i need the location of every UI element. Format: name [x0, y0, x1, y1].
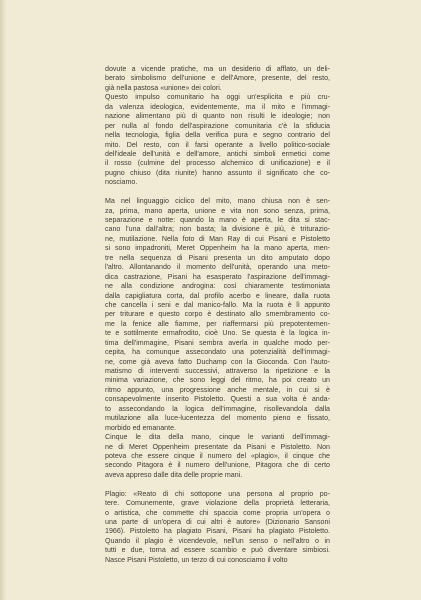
- text-line: berato simbolismo dell'unione e dell'Amore, presente, del resto,: [105, 74, 330, 83]
- paragraph: [105, 197, 330, 433]
- paragraph-gap: [105, 480, 330, 489]
- text-line: Ma nel linguaggio ciclico del mito, mano chiusa non è sen-: [105, 197, 330, 206]
- page-spine-shadow: [0, 0, 6, 600]
- text-line: cepita, ha comunque assecondato una potenzialità dell'immagi-: [105, 348, 330, 357]
- text-line: tima dell'immagine, Pisani sembra averla in qualche modo per-: [105, 338, 330, 347]
- text-line: dica castrazione, Pisani ha esasperato l'aspirazione dell'immagi-: [105, 272, 330, 281]
- paragraph: [105, 433, 330, 480]
- paragraph: [105, 93, 330, 187]
- text-line: Nasce Pisani Pistoletto, un terzo di cui conosciamo il volto: [105, 555, 288, 564]
- text-line: separazione e notte: quando la mano è aperta, le dita si stac-: [105, 216, 330, 224]
- text-line: to assecondando la logica dell'immagine, risollevandola dalla: [105, 404, 330, 413]
- text-line: morbido ed emanante.: [105, 423, 176, 432]
- text-line: minima variazione, che sono leggi del ritmo, ha poi creato un: [105, 376, 330, 385]
- text-line: nazione alimentano più di quanto non risulti le ideologie; non: [105, 112, 330, 121]
- text-line: consapevolmente inserito Pistoletto. Questi a sua volta è anda-: [105, 395, 330, 404]
- paragraph: [105, 65, 330, 93]
- text-line: il rosso (culmine del processo alchemico di unificazione) e il: [105, 159, 330, 168]
- text-line: nella tecnologia, figlia della verifica pura e segno contrario del: [105, 131, 330, 140]
- text-line: pugno chiuso (dita riunite) hanno assunto il significato che co-: [105, 168, 330, 177]
- text-line: Plagio: «Reato di chi sottopone una persona al proprio po-: [105, 489, 330, 498]
- text-line: tre nella sequenza di Pisani presenta un dito amputato dopo: [105, 253, 330, 262]
- body-text: [105, 65, 330, 565]
- text-line: dell'ideale dell'unità e dell'amore, antichi simboli ermetici come: [105, 149, 330, 158]
- text-line: una parte di un'opera di cui altri è autore» (Dizionario Sansoni: [105, 518, 330, 526]
- text-line: Cinque le dita della mano, cinque le varianti dell'immagi-: [105, 433, 330, 442]
- text-line: tere. Comunemente, grave violazione della proprietà letteraria,: [105, 499, 330, 508]
- text-line: nosciamo.: [105, 178, 138, 187]
- text-line: che cancella i seni e dal manico-fallo. Ma la ruota è lì appunto: [105, 300, 330, 309]
- text-line: ne, come già aveva fatto Duchamp con la Gioconda. Con l'auto-: [105, 357, 330, 366]
- text-line: poteva che essere cinque il numero del «plagio», il cinque che: [105, 451, 330, 460]
- text-line: o artistica, che commette chi spaccia come propria un'opera o: [105, 508, 330, 517]
- text-line: da valenza ideologica, evidentemente, ma il mito e l'immagi-: [105, 102, 330, 111]
- text-line: mito. Del resto, con il farsi operante a livello politico-sociale: [105, 140, 330, 149]
- text-line: za, prima, mano aperta, unione e vita non sono senza, prima,: [105, 206, 330, 215]
- text-line: secondo Pitagora è il numero dell'unione, Pitagora che di certo: [105, 461, 330, 470]
- text-line: me la fenice alle fiamme, per riaffermarsi più prepotentemen-: [105, 319, 330, 328]
- text-line: aveva appreso dalle dita delle proprie mani.: [105, 470, 243, 479]
- text-line: si sono impadroniti, Meret Oppenheim ha la mano aperta, men-: [105, 244, 330, 253]
- text-line: matismo di interventi successivi, attraverso la ripetizione e la: [105, 367, 330, 375]
- text-line: dovute a vicende pratiche, ma un desiderio di afflato, un deli-: [105, 65, 330, 73]
- text-line: ne alla condizione androgina: così chiaramente testimoniata: [105, 282, 330, 291]
- paragraph: [105, 490, 330, 566]
- text-line: tutti e due, torna ad essere scambio e può diventare simbiosi.: [105, 546, 330, 555]
- paragraph-gap: [105, 188, 330, 197]
- text-line: dalla capigliatura corta, dal profilo acerbo e lineare, dalla ruota: [105, 291, 330, 300]
- text-line: Quando il plagio è vicendevole, nell'un senso o nell'altro o in: [105, 536, 330, 545]
- text-line: 1966). Pistoletto ha plagiato Pisani, Pisani ha plagiato Pistoletto.: [105, 527, 330, 536]
- text-line: cano l'una dall'altra; non basta; la divisione è più, è triturazio-: [105, 225, 330, 234]
- text-line: ritmo appunto, una progressione anche mentale, in cui si è: [105, 385, 330, 394]
- text-line: già nella pastosa «unione» dei colori.: [105, 83, 222, 92]
- text-line: Questo impulso comunitario ha oggi un'esplicita e più cru-: [105, 93, 330, 102]
- text-line: mutilazione alla luce-lucentezza del momento pieno e fissato,: [105, 414, 330, 423]
- text-line: te e sottilmente ermafrodito, cioè Uno. Se questa è la logica in-: [105, 329, 330, 338]
- text-line: ne, mutilazione. Nella foto di Man Ray di cui Pisani e Pistoletto: [105, 234, 330, 243]
- text-line: per nulla al fondo dell'aspirazione comunitaria c'è la sfiducia: [105, 121, 330, 130]
- text-line: ne di Meret Oppenheim presentate da Pisani e Pistoletto. Non: [105, 442, 330, 451]
- text-line: per triturare e questo corpo è destinato allo smembramento co-: [105, 310, 330, 319]
- text-line: l'altro. Allontanando il momento dell'unità, operando una meto-: [105, 263, 330, 272]
